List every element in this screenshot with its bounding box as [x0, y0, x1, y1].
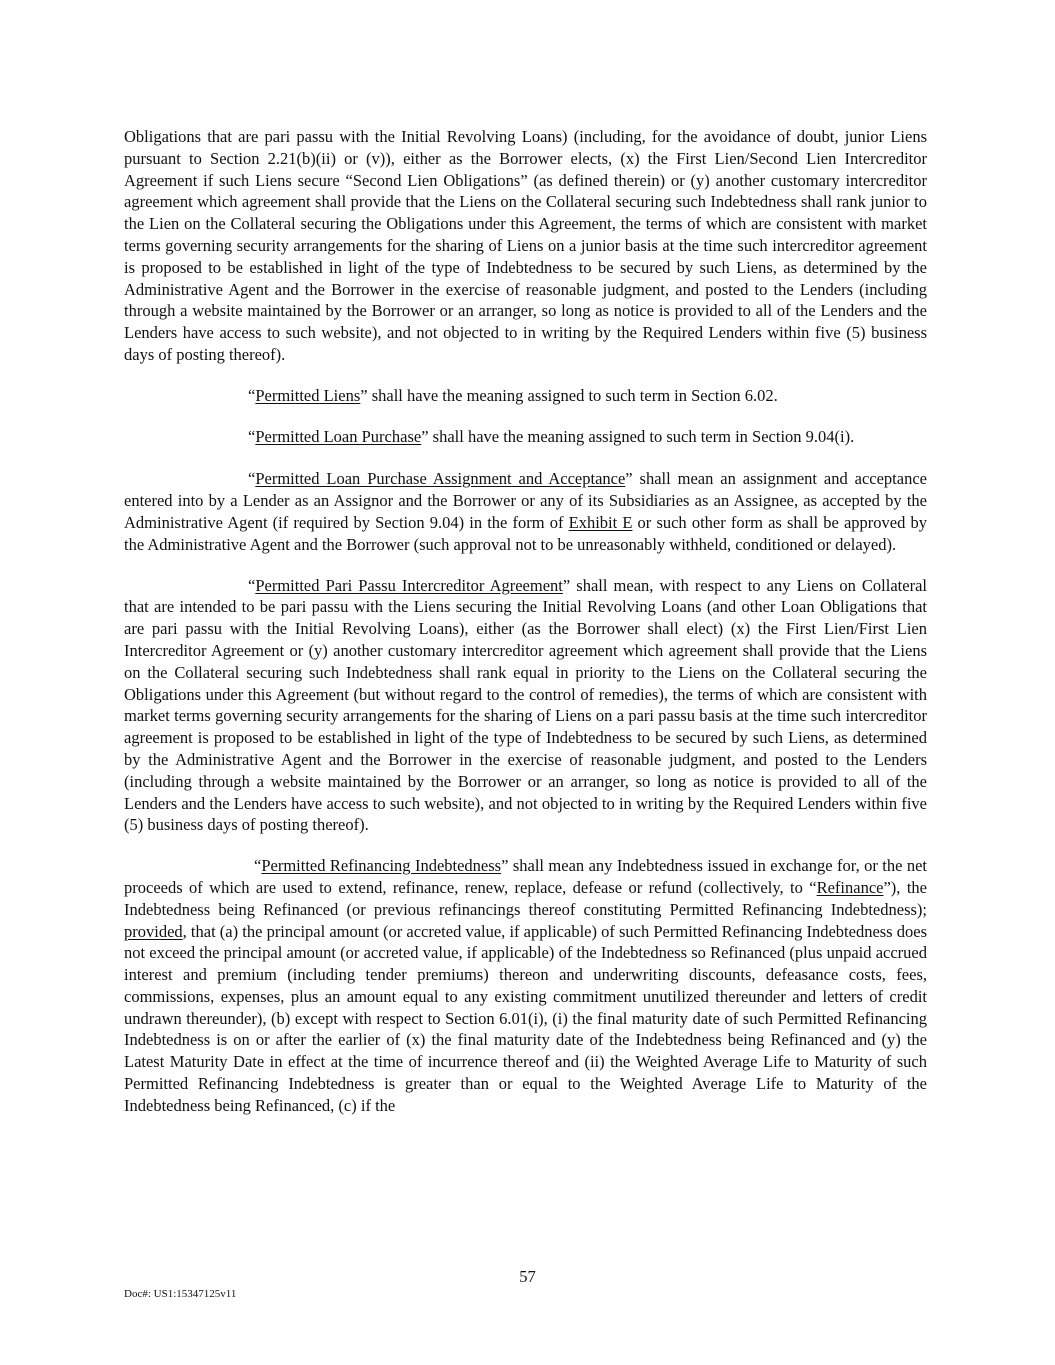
definition-permitted-liens: “Permitted Liens” shall have the meaning assigned to such term in Section 6.02. [248, 385, 778, 405]
definition-permitted-loan-purchase-assignment: “Permitted Loan Purchase Assignment and Acceptance” shall mean an assignment and acceptance entered into by a Lender as an Assignor and the Borrower or any of its Subsidiaries as an Assignee, as accepted by the Administrative Agent (if required by Section 9.04) in the form of Exhibit E or such other form as shall be approved by the Administrative Agent and the Borrower (such approval not to be unreasonably withheld, conditioned or delayed). [124, 469, 927, 554]
defined-term: Permitted Loan Purchase Assignment and Acceptance [255, 469, 626, 489]
page-number: 57 [519, 1267, 536, 1286]
defined-term: Permitted Liens [255, 385, 361, 405]
paragraph-continuation: Obligations that are pari passu with the Initial Revolving Loans) (including, for the avoidance of doubt, junior Liens pursuant to Section 2.21(b)(ii) or (v)), either as the Borrower elects, (x) the First Lien/Second Lien Intercreditor Agreement if such Liens secure “Second Lien Obligations” (as defined therein) or (y) another customary intercreditor agreement which agreement shall provide that the Liens on the Collateral securing such Indebtedness shall rank junior to the Lien on the Collateral securing the Obligations under this Agreement, the terms of which are consistent with market terms governing security arrangements for the sharing of Liens on a junior basis at the time such intercreditor agreement is proposed to be established in light of the type of Indebtedness to be secured by such Liens, as determined by the Administrative Agent and the Borrower in the exercise of reasonable judgment, and posted to the Lenders (including through a website maintained by the Borrower or an arranger, so long as notice is provided to all of the Lenders and the Lenders have access to such website), and not objected to in writing by the Required Lenders within five (5) business days of posting thereof). [124, 127, 927, 364]
definition-permitted-loan-purchase: “Permitted Loan Purchase” shall have the meaning assigned to such term in Section 9.04(i). [248, 426, 855, 446]
defined-term-refinance: Refinance [816, 877, 884, 897]
document-id: Doc#: US1:15347125v11 [124, 1288, 237, 1300]
definition-permitted-refinancing-indebtedness: “Permitted Refinancing Indebtedness” shall mean any Indebtedness issued in exchange for, or the net proceeds of which are used to extend, refinance, renew, replace, defease or refund (collectively, to “Refinance”), the Indebtedness being Refinanced (or previous refinancings thereof constituting Permitted Refinancing Indebtedness); provided, that (a) the principal amount (or accreted value, if applicable) of such Permitted Refinancing Indebtedness does not exceed the principal amount (or accreted value, if applicable) of the Indebtedness so Refinanced (plus unpaid accrued interest and premium (including tender premiums) thereon and underwriting discounts, defeasance costs, fees, commissions, expenses, plus an amount equal to any existing commitment unutilized thereunder and letters of credit undrawn thereunder), (b) except with respect to Section 6.01(i), (i) the final maturity date of such Permitted Refinancing Indebtedness is on or after the earlier of (x) the final maturity date of the Indebtedness being Refinanced and (y) the Latest Maturity Date in effect at the time of incurrence thereof and (ii) the Weighted Average Life to Maturity of such Permitted Refinancing Indebtedness is greater than or equal to the Weighted Average Life to Maturity of the Indebtedness being Refinanced, (c) if the [124, 856, 928, 1115]
defined-term: Permitted Pari Passu Intercreditor Agreement [255, 575, 563, 595]
document-body [124, 126, 927, 1117]
exhibit-reference: Exhibit E [568, 512, 633, 532]
defined-term: Permitted Refinancing Indebtedness [261, 856, 502, 876]
definition-permitted-pari-passu-intercreditor: “Permitted Pari Passu Intercreditor Agreement” shall mean, with respect to any Liens on Collateral that are intended to be pari passu with the Liens securing the Initial Revolving Loans (and other Loan Obligations that are pari passu with the Initial Revolving Loans), either (as the Borrower shall elect) (x) the First Lien/First Lien Intercreditor Agreement or (y) another customary intercreditor agreement which agreement shall provide that the Liens on the Collateral securing such Indebtedness shall rank equal in priority to the Liens on the Collateral securing the Obligations under this Agreement (but without regard to the control of remedies), the terms of which are consistent with market terms governing security arrangements for the sharing of Liens on a pari passu basis at the time such intercreditor agreement is proposed to be established in light of the type of Indebtedness to be secured by such Liens, as determined by the Administrative Agent and the Borrower in the exercise of reasonable judgment, and posted to the Lenders (including through a website maintained by the Borrower or an arranger, so long as notice is provided to all of the Lenders and the Lenders have access to such website), and not objected to in writing by the Required Lenders within five (5) business days of posting thereof). [124, 575, 927, 835]
defined-term: Permitted Loan Purchase [255, 426, 422, 446]
proviso-term: provided [124, 921, 183, 941]
